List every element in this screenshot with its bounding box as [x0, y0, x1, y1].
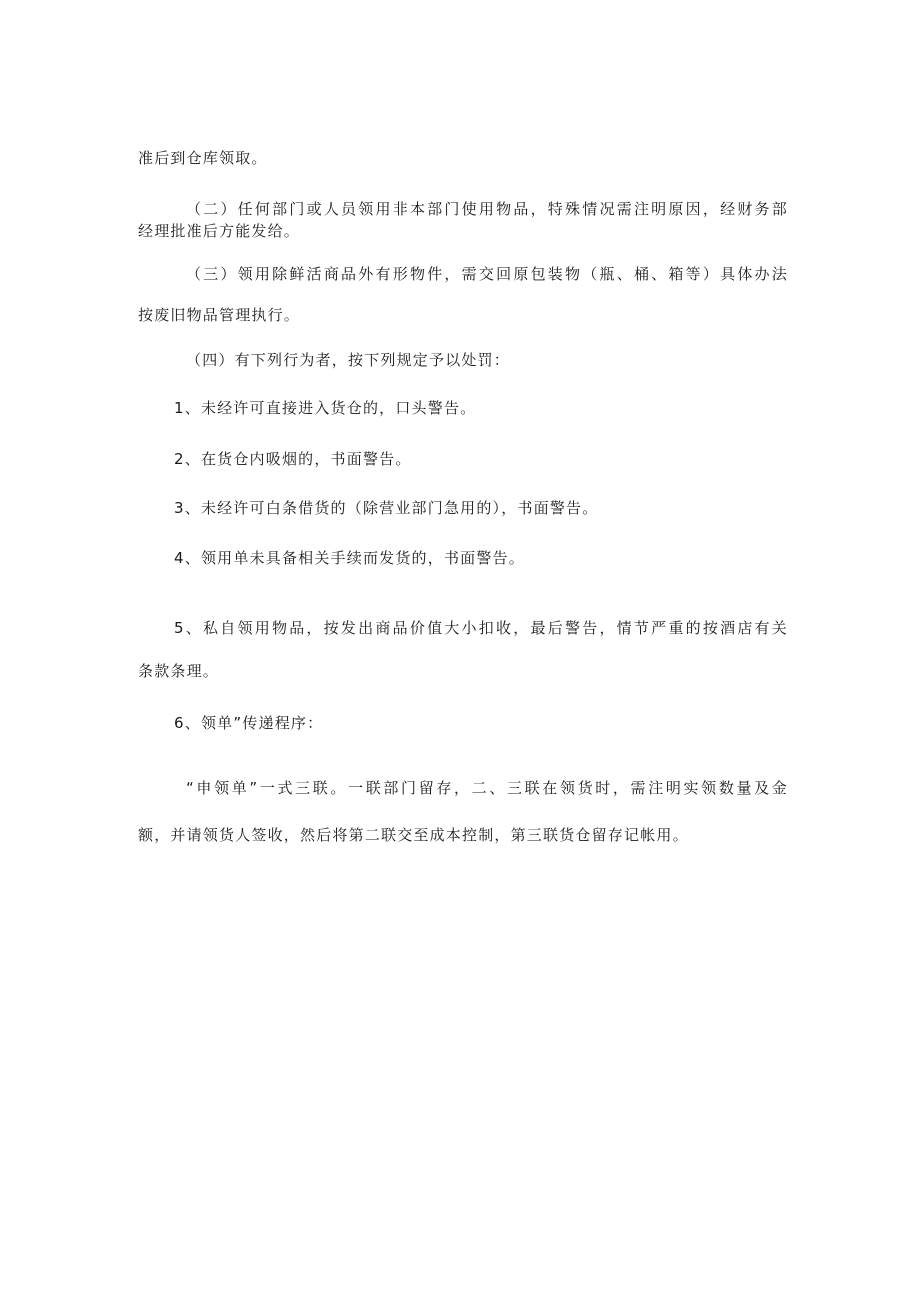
text-line-13: 6、领单”传递程序： [174, 714, 324, 732]
text-line-5: 按废旧物品管理执行。 [138, 306, 301, 324]
text-line-14: “申领单”一式三联。一联部门留存，二、三联在领货时，需注明实领数量及金 [186, 779, 788, 797]
text-line-9: 3、未经许可白条借货的（除营业部门急用的），书面警告。 [174, 499, 599, 517]
text-line-2: （二）任何部门或人员领用非本部门使用物品，特殊情况需注明原因，经财务部 [186, 200, 788, 218]
text-line-7: 1、未经许可直接进入货仓的，口头警告。 [174, 399, 477, 417]
text-line-10: 4、领用单未具备相关手续而发货的，书面警告。 [174, 549, 525, 567]
text-line-15: 额，并请领货人签收，然后将第二联交至成本控制，第三联货仓留存记帐用。 [138, 826, 689, 844]
text-line-6: （四）有下列行为者，按下列规定予以处罚： [186, 351, 511, 369]
text-line-11: 5、私自领用物品，按发出商品价值大小扣收，最后警告，情节严重的按酒店有关 [174, 619, 788, 637]
text-line-1: 准后到仓库领取。 [138, 149, 268, 167]
text-line-3: 经理批准后方能发给。 [138, 222, 301, 240]
text-line-4: （三）领用除鲜活商品外有形物件，需交回原包装物（瓶、桶、箱等）具体办法 [186, 265, 788, 283]
text-line-12: 条款条理。 [138, 662, 220, 680]
text-line-8: 2、在货仓内吸烟的，书面警告。 [174, 450, 412, 468]
